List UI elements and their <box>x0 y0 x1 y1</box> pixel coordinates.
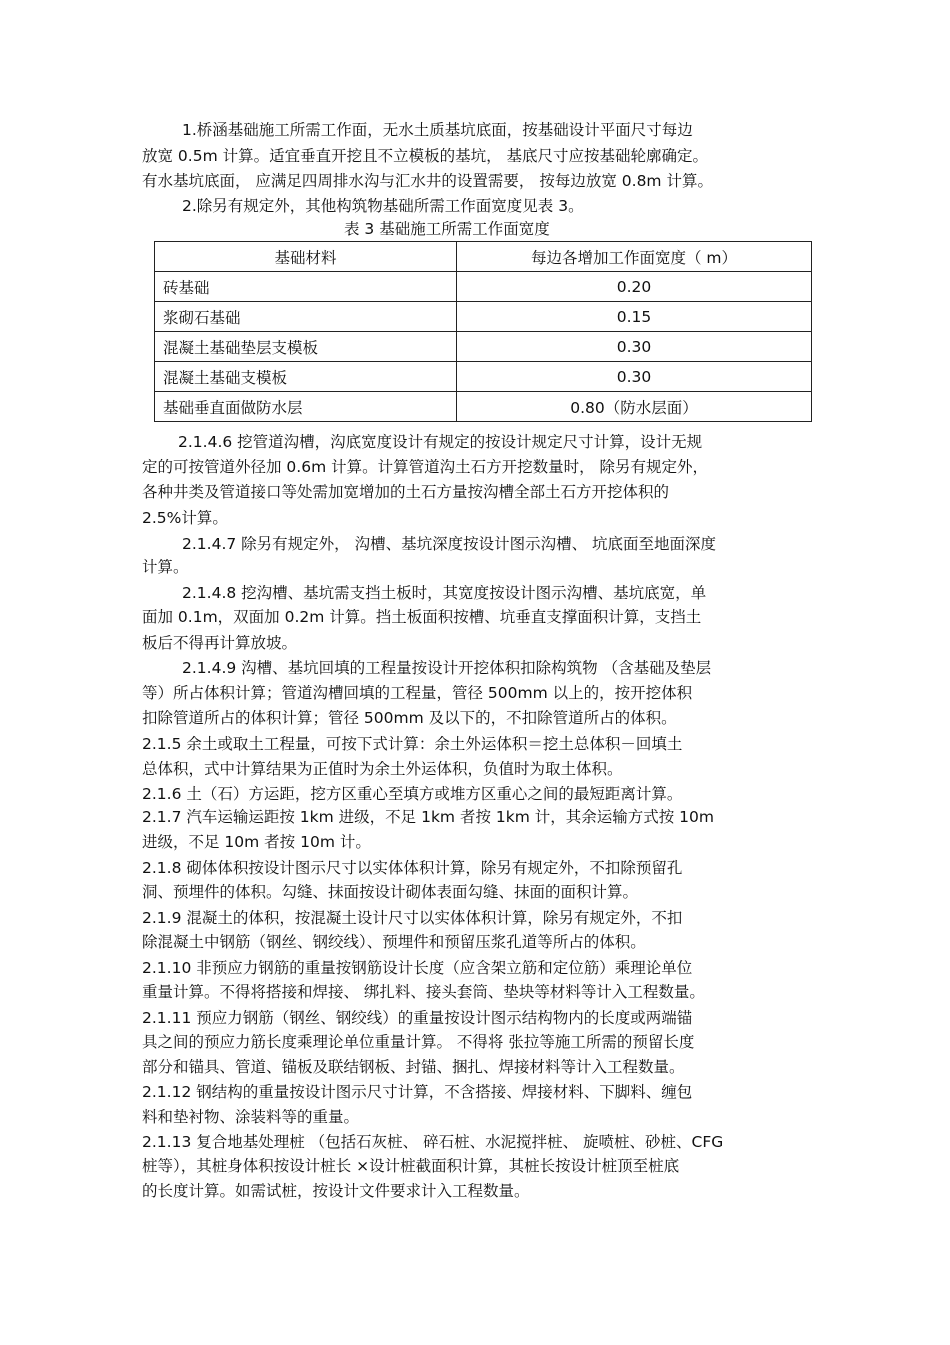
intro-line-3: 有水基坑底面， 应满足四周排水沟与汇水井的设置需要， 按每边放宽 0.8m 计算。 <box>142 172 713 190</box>
body-line: 重量计算。不得将搭接和焊接、 绑扎料、接头套筒、垫块等材料等计入工程数量。 <box>142 983 705 1001</box>
body-line: 各种井类及管道接口等处需加宽增加的土石方量按沟槽全部土石方开挖体积的 <box>142 483 670 501</box>
header-material: 基础材料 <box>155 242 457 272</box>
body-line: 定的可按管道外径加 0.6m 计算。计算管道沟土石方开挖数量时， 除另有规定外， <box>142 458 709 476</box>
body-line: 2.1.10 非预应力钢筋的重量按钢筋设计长度（应含架立筋和定位筋）乘理论单位 <box>142 959 693 977</box>
body-line: 进级，不足 10m 者按 10m 计。 <box>142 833 371 851</box>
body-line: 板后不得再计算放坡。 <box>142 634 298 652</box>
body-line: 2.1.12 钢结构的重量按设计图示尺寸计算，不含搭接、焊接材料、下脚料、缠包 <box>142 1083 693 1101</box>
body-line: 桩等），其桩身体积按设计桩长 ×设计桩截面积计算，其桩长按设计桩顶至桩底 <box>142 1157 680 1175</box>
cell-width: 0.80（防水层面） <box>457 392 812 422</box>
body-line: 料和垫衬物、涂装料等的重量。 <box>142 1108 360 1126</box>
table-row <box>155 332 812 362</box>
table-row <box>155 302 812 332</box>
body-line: 2.1.6 土（石）方运距，挖方区重心至填方或堆方区重心之间的最短距离计算。 <box>142 785 683 803</box>
body-line: 2.1.4.8 挖沟槽、基坑需支挡土板时，其宽度按设计图示沟槽、基坑底宽，单 <box>182 584 707 602</box>
body-line: 2.1.4.9 沟槽、基坑回填的工程量按设计开挖体积扣除构筑物 （含基础及垫层 <box>182 659 712 677</box>
header-width: 每边各增加工作面宽度（ m） <box>457 242 812 272</box>
body-line: 2.1.5 余土或取土工程量，可按下式计算：余土外运体积＝挖土总体积－回填土 <box>142 735 683 753</box>
body-line: 2.1.4.6 挖管道沟槽，沟底宽度设计有规定的按设计规定尺寸计算，设计无规 <box>178 433 703 451</box>
body-line: 的长度计算。如需试桩，按设计文件要求计入工程数量。 <box>142 1182 530 1200</box>
body-line: 等）所占体积计算；管道沟槽回填的工程量，管径 500mm 以上的，按开挖体积 <box>142 684 693 702</box>
table-row <box>155 272 812 302</box>
body-line: 总体积，式中计算结果为正值时为余土外运体积，负值时为取土体积。 <box>142 760 623 778</box>
cell-material: 混凝土基础垫层支模板 <box>155 332 457 362</box>
cell-material: 混凝土基础支模板 <box>155 362 457 392</box>
cell-width: 0.15 <box>457 302 812 332</box>
table-header-row <box>155 242 812 272</box>
intro-line-4: 2.除另有规定外，其他构筑物基础所需工作面宽度见表 3。 <box>182 197 584 215</box>
intro-line-2: 放宽 0.5m 计算。适宜垂直开挖且不立模板的基坑， 基底尺寸应按基础轮廓确定。 <box>142 147 709 165</box>
body-line: 面加 0.1m，双面加 0.2m 计算。挡土板面积按槽、坑垂直支撑面积计算，支挡土 <box>142 608 702 626</box>
body-line: 除混凝土中钢筋（钢丝、钢绞线）、预埋件和预留压浆孔道等所占的体积。 <box>142 933 646 951</box>
body-line: 2.1.7 汽车运输运距按 1km 进级，不足 1km 者按 1km 计，其余运输方式按 10m <box>142 808 714 826</box>
cell-material: 浆砌石基础 <box>155 302 457 332</box>
cell-width: 0.20 <box>457 272 812 302</box>
body-line: 2.1.11 预应力钢筋（钢丝、钢绞线）的重量按设计图示结构物内的长度或两端锚 <box>142 1009 693 1027</box>
body-line: 部分和锚具、管道、锚板及联结钢板、封锚、捆扎、焊接材料等计入工程数量。 <box>142 1058 685 1076</box>
table-row <box>155 362 812 392</box>
cell-material: 基础垂直面做防水层 <box>155 392 457 422</box>
cell-width: 0.30 <box>457 362 812 392</box>
body-line: 2.5%计算。 <box>142 509 228 527</box>
intro-line-1: 1.桥涵基础施工所需工作面，无水土质基坑底面，按基础设计平面尺寸每边 <box>182 121 693 139</box>
body-line: 洞、预埋件的体积。勾缝、抹面按设计砌体表面勾缝、抹面的面积计算。 <box>142 883 639 901</box>
cell-width: 0.30 <box>457 332 812 362</box>
body-line: 2.1.4.7 除另有规定外， 沟槽、基坑深度按设计图示沟槽、 坑底面至地面深度 <box>182 535 717 553</box>
body-line: 2.1.8 砌体体积按设计图示尺寸以实体体积计算，除另有规定外，不扣除预留孔 <box>142 859 683 877</box>
body-line: 扣除管道所占的体积计算；管径 500mm 及以下的，不扣除管道所占的体积。 <box>142 709 677 727</box>
body-line: 2.1.9 混凝土的体积，按混凝土设计尺寸以实体体积计算，除另有规定外，不扣 <box>142 909 683 927</box>
body-line: 具之间的预应力筋长度乘理论单位重量计算。 不得将 张拉等施工所需的预留长度 <box>142 1033 695 1051</box>
workface-width-table <box>154 241 812 422</box>
table-row <box>155 392 812 422</box>
body-line: 计算。 <box>142 558 189 576</box>
body-line: 2.1.13 复合地基处理桩 （包括石灰桩、 碎石桩、水泥搅拌桩、 旋喷桩、砂桩、CFG <box>142 1133 724 1151</box>
table-caption: 表 3 基础施工所需工作面宽度 <box>344 220 550 238</box>
cell-material: 砖基础 <box>155 272 457 302</box>
